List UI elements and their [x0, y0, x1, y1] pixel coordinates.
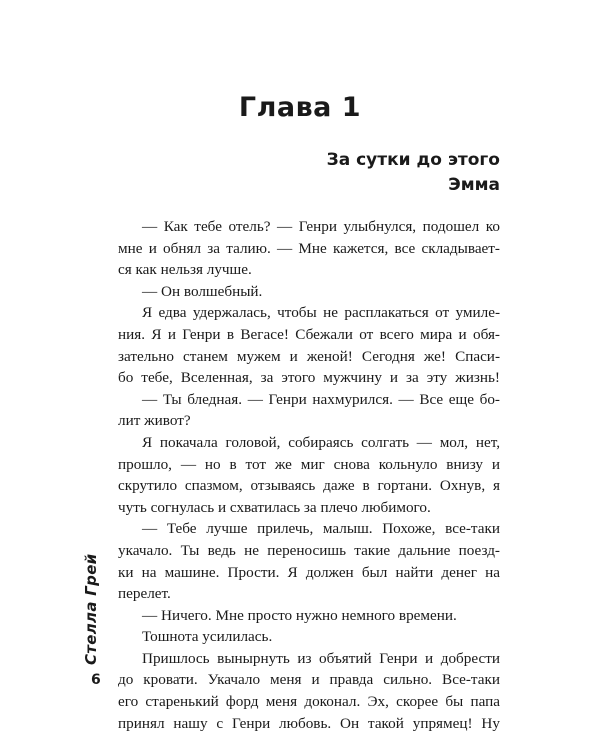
- text-line: ния. Я и Генри в Вегасе! Сбежали от всего мира и обя-: [118, 325, 500, 343]
- text-line: — Ты бледная. — Генри нахмурился. — Все еще бо-: [142, 390, 500, 408]
- author-running-head: Стелла Грей: [82, 553, 100, 665]
- text-line: чуть согнулась и схватилась за плечо любимого.: [118, 498, 431, 516]
- text-line: до кровати. Укачало меня и правда сильно. Все-таки: [118, 671, 500, 689]
- text-line: ся как нельзя лучше.: [118, 261, 252, 279]
- text-line: мне и обнял за талию. — Мне кажется, все складывает-: [118, 239, 500, 257]
- text-line: лит живот?: [118, 412, 191, 430]
- text-line: бо тебе, Вселенная, за этого мужчину и за эту жизнь!: [118, 369, 500, 387]
- text-line: принял нашу с Генри любовь. Он такой упрямец! Ну: [118, 714, 500, 732]
- text-line: — Ничего. Мне просто нужно немного времени.: [142, 606, 457, 624]
- chapter-subtitle: За сутки до этого: [326, 150, 500, 170]
- page-number: 6: [91, 672, 101, 688]
- chapter-title: Глава 1: [238, 92, 362, 123]
- text-line: Я едва удержалась, чтобы не расплакаться от умиле-: [142, 304, 500, 322]
- text-line: Тошнота усилилась.: [142, 628, 273, 646]
- text-line: ки на машине. Прости. Я должен был найти денег на: [118, 563, 500, 581]
- text-line: его старенький форд меня доконал. Эх, скорее бы папа: [118, 693, 500, 711]
- text-line: прошло, — но в тот же миг снова кольнуло внизу и: [118, 455, 500, 473]
- text-line: зательно станем мужем и женой! Сегодня же! Спаси-: [118, 347, 500, 365]
- text-line: Я покачала головой, собираясь солгать — мол, нет,: [142, 433, 500, 451]
- text-line: — Как тебе отель? — Генри улыбнулся, подошел ко: [142, 218, 500, 235]
- text-line: перелет.: [118, 585, 171, 603]
- body-text: [118, 216, 500, 734]
- text-line: Пришлось вынырнуть из объятий Генри и добрести: [142, 649, 500, 667]
- text-line: скрутило спазмом, отзываясь даже в гортани. Охнув, я: [118, 477, 500, 495]
- chapter-narrator: Эмма: [448, 175, 500, 195]
- text-line: укачало. Ты ведь не переносишь такие дальние поезд-: [118, 541, 500, 559]
- text-line: — Он волшебный.: [142, 282, 263, 300]
- text-line: — Тебе лучше прилечь, малыш. Похоже, все-таки: [142, 520, 500, 538]
